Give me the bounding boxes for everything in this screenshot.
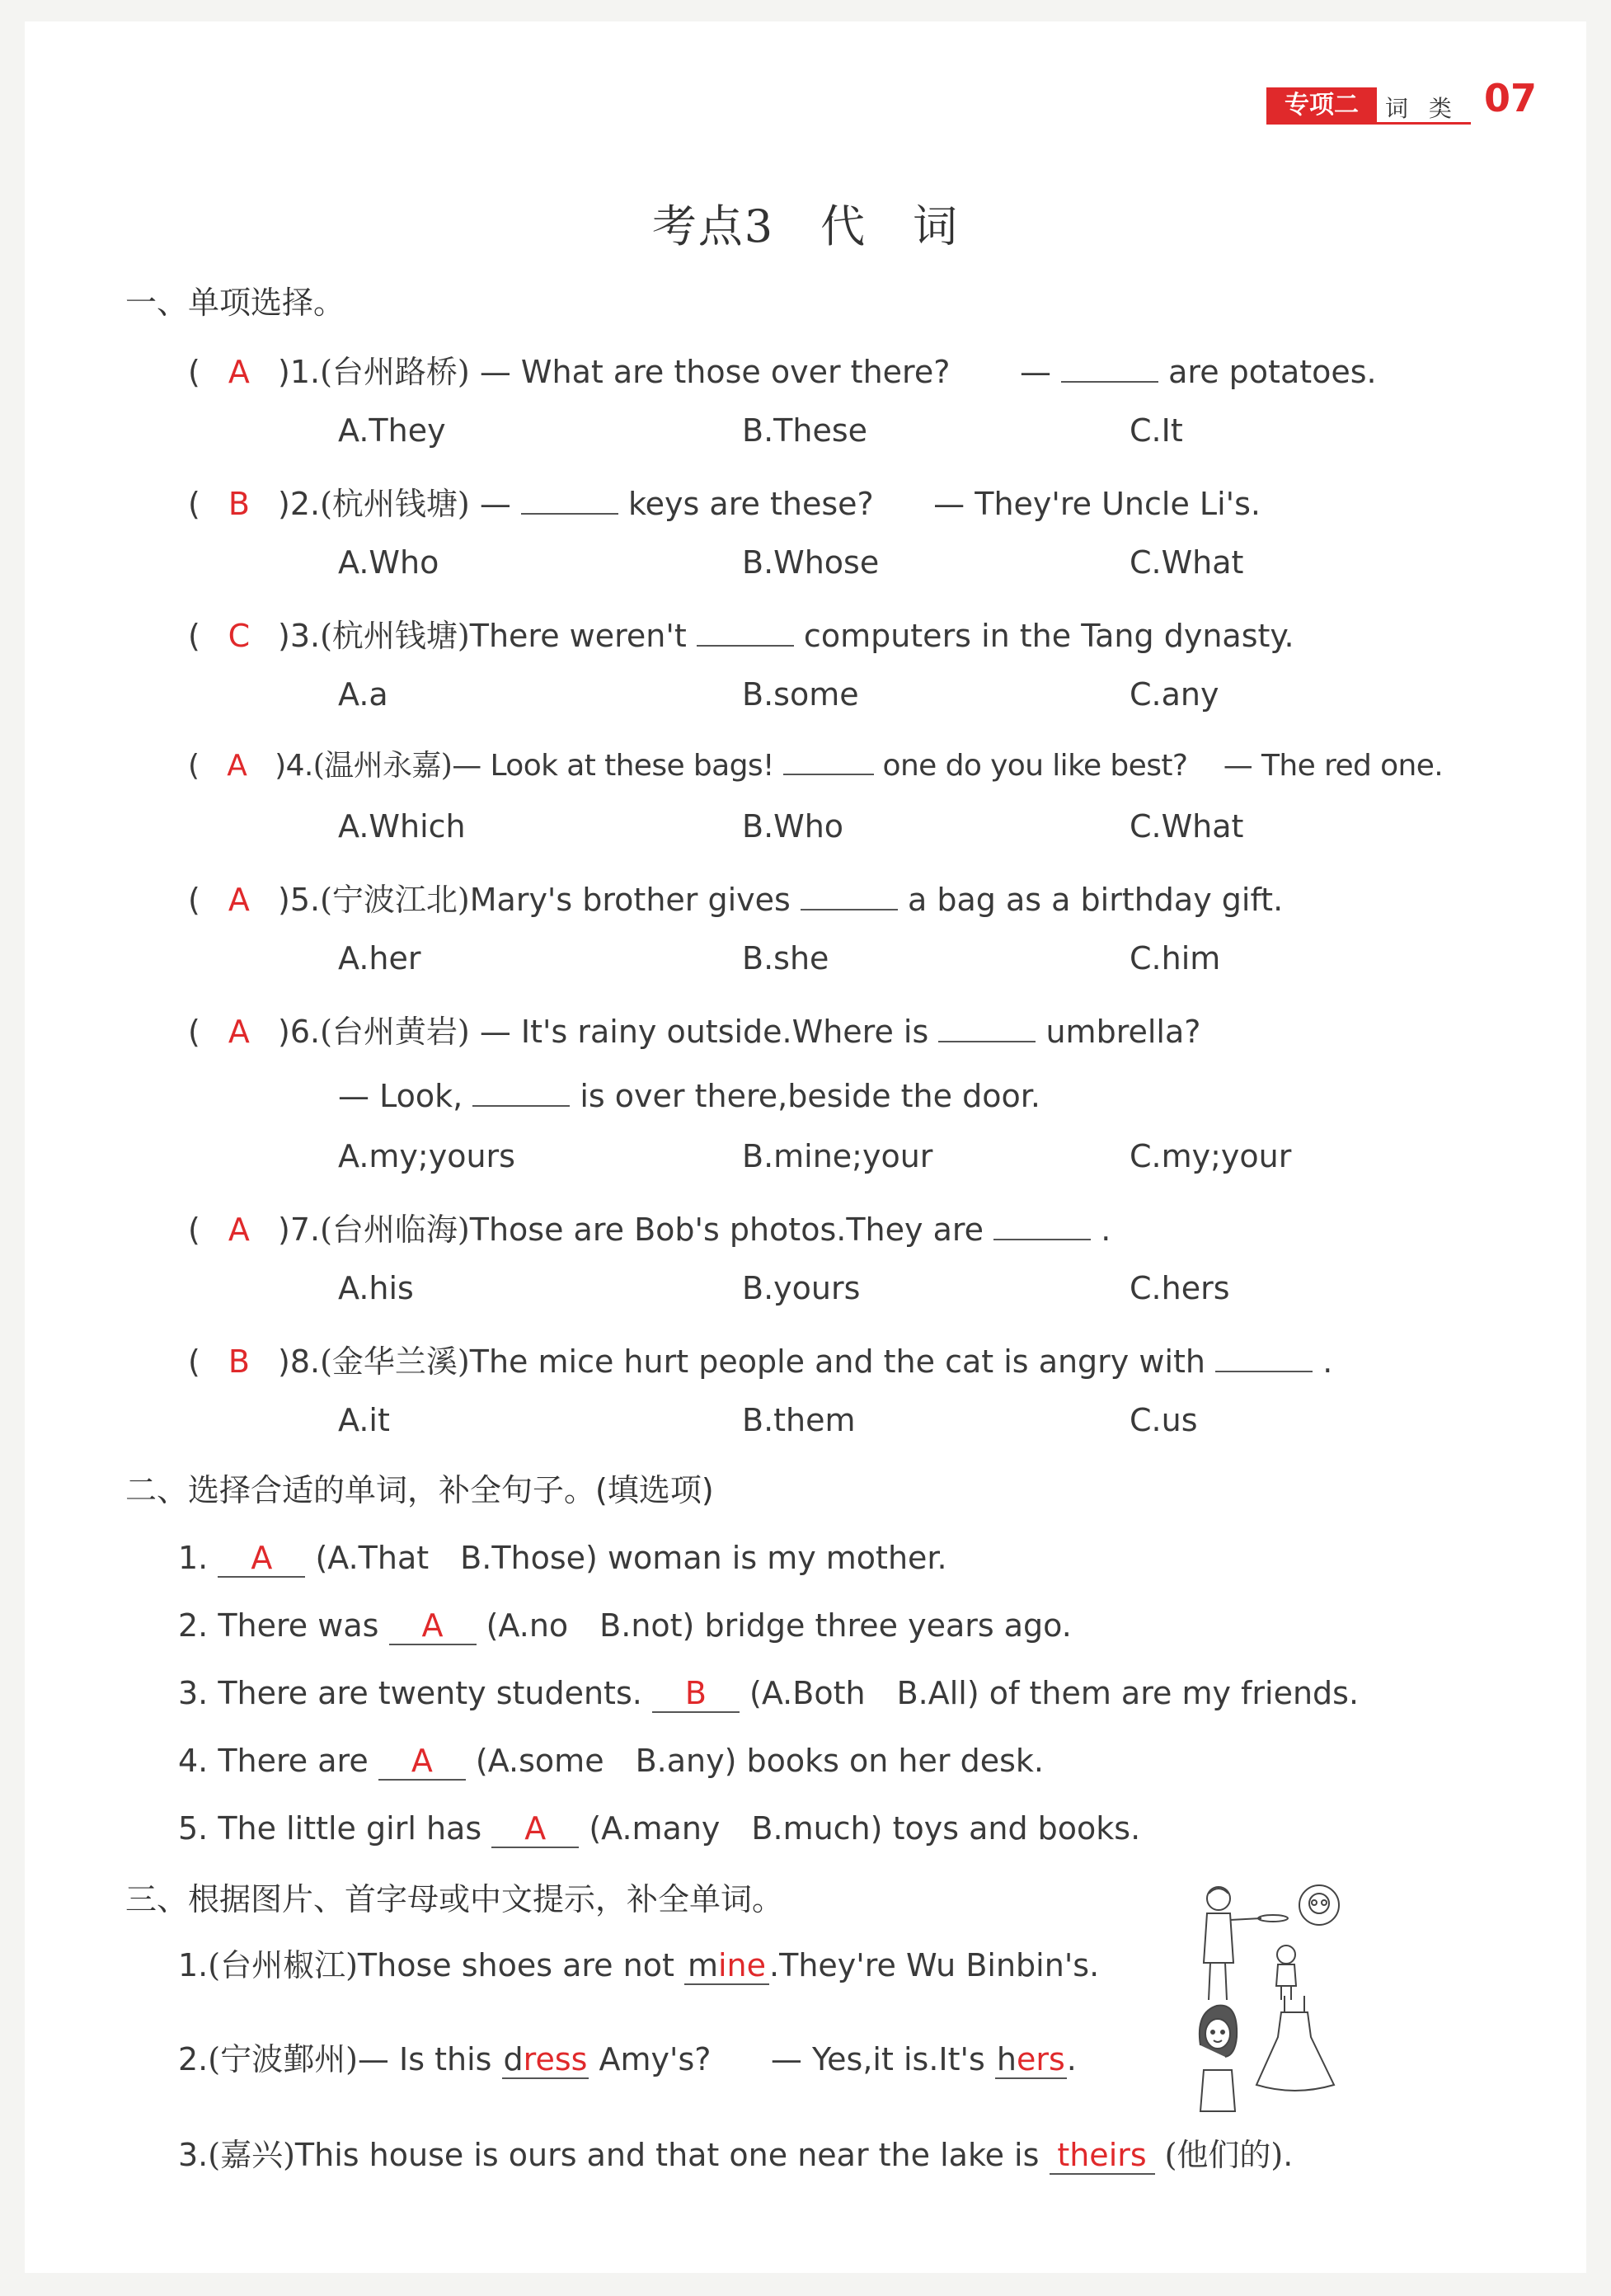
thought-bubble [1299, 1885, 1339, 1925]
blank [697, 612, 794, 647]
word-answer-2b: hers [996, 2041, 1065, 2077]
fill-answer-3: B [652, 1675, 740, 1713]
option-7a: A.his [338, 1270, 414, 1306]
option-5b: B.she [742, 940, 829, 976]
page-number: 07 [1484, 76, 1538, 120]
answer-4: A [227, 749, 247, 783]
word-answer-1: mine [684, 1947, 769, 1985]
answer-3: C [228, 618, 251, 654]
word-item-1: 1.(台州椒江)Those shoes are not mine .They're Wu Binbin's. [178, 1947, 1100, 1983]
option-5c: C.him [1130, 940, 1221, 976]
word-item-2: 2.(宁波鄞州)— Is this dress Amy's? — Yes,it is.It's hers. [178, 2041, 1077, 2077]
option-6c: C.my;your [1130, 1138, 1292, 1174]
section1-heading: 一、单项选择。 [125, 285, 345, 321]
blank [472, 1072, 570, 1107]
section3-heading: 三、根据图片、首字母或中文提示，补全单词。 [125, 1881, 784, 1917]
question-1: ( A )1.(台州路桥) — What are those over there? — are potatoes. [188, 346, 1377, 392]
fill-item-2: 2. There was A (A.no B.not) bridge three years ago. [178, 1607, 1072, 1644]
answer-2: B [228, 486, 250, 522]
girl-face [1205, 2019, 1230, 2049]
blank [993, 1206, 1091, 1240]
option-1b: B.These [742, 412, 867, 449]
section-tag: 专项二 [1266, 87, 1377, 124]
option-4b: B.Who [742, 808, 844, 845]
fill-answer-2: A [389, 1607, 477, 1645]
fill-item-4: 4. There are A (A.some B.any) books on her desk. [178, 1743, 1044, 1779]
blank [521, 480, 618, 515]
question-2: ( B )2.(杭州钱塘) — keys are these? — They're Uncle Li's. [188, 478, 1261, 524]
option-2b: B.Whose [742, 544, 880, 581]
option-6b: B.mine;your [742, 1138, 933, 1174]
question-8: ( B )8.(金华兰溪)The mice hurt people and the cat is angry with . [188, 1336, 1332, 1381]
man-head [1207, 1887, 1230, 1910]
word-answer-3: theirs [1050, 2137, 1155, 2175]
section2-heading: 二、选择合适的单词，补全句子。(填选项) [125, 1472, 714, 1508]
option-4a: A.Which [338, 808, 466, 845]
blank [1061, 348, 1158, 383]
page-title: 考点3 代 词 [651, 200, 960, 252]
dress-straps [1285, 1996, 1304, 2012]
word-item-3: 3.(嘉兴)This house is ours and that one near the lake is theirs (他们的). [178, 2137, 1294, 2173]
blank [938, 1008, 1036, 1042]
option-6a: A.my;yours [338, 1138, 515, 1174]
section-label: 词 类 [1385, 95, 1458, 122]
header-underline [1266, 122, 1471, 125]
girl-dress-illustration [1187, 1988, 1344, 2120]
option-3b: B.some [742, 676, 859, 713]
question-6: ( A )6.(台州黄岩) — It's rainy outside.Where is umbrella? [188, 1006, 1200, 1052]
option-7b: B.yours [742, 1270, 861, 1306]
option-2a: A.Who [338, 544, 439, 581]
question-7: ( A )7.(台州临海)Those are Bob's photos.They are . [188, 1204, 1111, 1249]
option-8c: C.us [1130, 1402, 1198, 1438]
blank [783, 742, 874, 775]
fill-answer-5: A [491, 1810, 579, 1848]
option-1a: A.They [338, 412, 446, 449]
option-4c: C.What [1130, 808, 1244, 845]
option-1c: C.It [1130, 412, 1183, 449]
question-6-line2: — Look, is over there,beside the door. [338, 1072, 1040, 1114]
source-1: (台州路桥) [320, 354, 470, 390]
fill-item-1: 1. A (A.That B.Those) woman is my mother. [178, 1540, 947, 1576]
dress-icon [1256, 2012, 1334, 2091]
question-3: ( C )3.(杭州钱塘)There weren't computers in the Tang dynasty. [188, 610, 1294, 656]
plate [1258, 1915, 1288, 1922]
blank [1215, 1338, 1313, 1372]
option-2c: C.What [1130, 544, 1244, 581]
child-head [1277, 1945, 1295, 1964]
option-3a: A.a [338, 676, 388, 713]
man-body [1204, 1913, 1233, 1963]
girl-body [1200, 2070, 1235, 2111]
option-8b: B.them [742, 1402, 856, 1438]
question-4: ( A )4.(温州永嘉)— Look at these bags! one do you like best? — The red one. [188, 742, 1443, 784]
answer-6: A [228, 1014, 250, 1050]
fill-answer-4: A [378, 1743, 466, 1781]
answer-7: A [228, 1212, 250, 1248]
man-arm [1230, 1918, 1261, 1920]
answer-1: A [228, 354, 250, 390]
fill-item-3: 3. There are twenty students. B (A.Both B.All) of them are my friends. [178, 1675, 1360, 1711]
word-answer-2a: dress [503, 2041, 588, 2077]
question-5: ( A )5.(宁波江北)Mary's brother gives a bag as a birthday gift. [188, 874, 1283, 920]
fill-item-5: 5. The little girl has A (A.many B.much) toys and books. [178, 1810, 1141, 1847]
option-7c: C.hers [1130, 1270, 1230, 1306]
child-body [1276, 1964, 1296, 1986]
option-8a: A.it [338, 1402, 390, 1438]
option-3c: C.any [1130, 676, 1219, 713]
option-5a: A.her [338, 940, 421, 976]
answer-5: A [228, 882, 250, 918]
blank [801, 876, 898, 910]
fill-answer-1: A [218, 1540, 305, 1578]
answer-8: B [228, 1343, 250, 1380]
people-illustration [1187, 1880, 1344, 2004]
